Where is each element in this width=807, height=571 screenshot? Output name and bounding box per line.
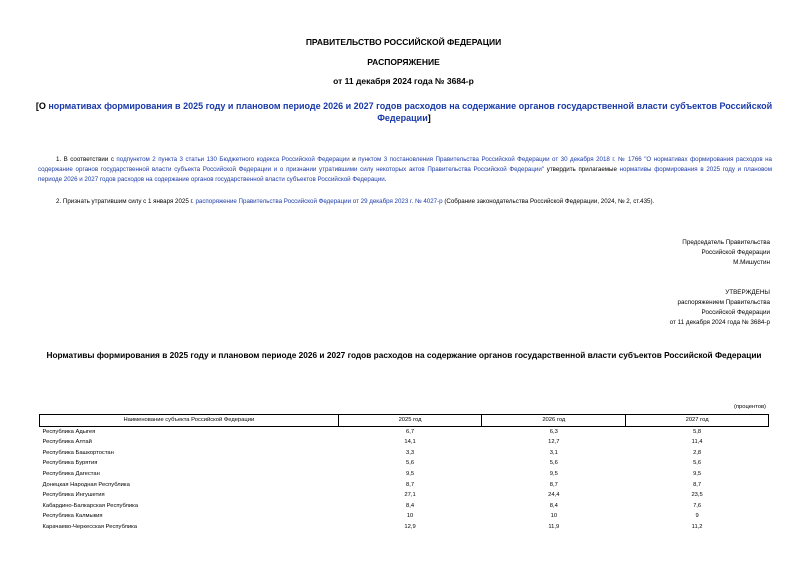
header-region: Наименование субъекта Российской Федерации [40,415,339,427]
row-2026: 12,7 [548,439,560,446]
approval-line-2: распоряжением Правительства [677,299,770,306]
row-region: Республика Калмыкия [42,513,103,520]
row-2026: 24,4 [548,492,560,499]
para1-text-3: утвердить прилагаемые [544,166,620,173]
row-2026: 5,6 [549,460,558,467]
row-2027: 23,5 [691,492,703,499]
row-region: Республика Адыгея [42,428,96,435]
row-2027: 7,6 [693,502,702,509]
row-2027: 9,5 [693,470,702,477]
para1-link-budget-code[interactable]: подпунктом 2 пункта 3 статьи 130 Бюджетного кодекса Российской Федерации [116,156,350,163]
signature-line-2: Российской Федерации [701,249,770,256]
table-unit: (процентов) [733,404,766,410]
header-2026: 2026 год [482,415,626,427]
row-2025: 27,1 [404,492,416,499]
row-2025: 14,1 [404,439,416,446]
para2-link-decree[interactable]: распоряжение Правительства Российской Федерации от 29 декабря 2023 г. № 4027-р [195,198,443,205]
table-row [40,437,769,448]
para1-text-4: . [384,176,387,183]
row-2027: 11,2 [691,523,703,530]
title-open-bracket: [О [35,101,49,111]
table-row [40,480,769,491]
document-title [34,100,774,124]
row-region: Республика Алтай [42,439,92,446]
row-region: Республика Бурятия [42,460,98,467]
row-2026: 10 [550,513,558,520]
header-2027: 2027 год [626,415,769,427]
table-row [40,426,769,437]
table-row [40,511,769,522]
government-name: ПРАВИТЕЛЬСТВО РОССИЙСКОЙ ФЕДЕРАЦИИ [305,37,502,47]
row-2025: 3,3 [406,449,415,456]
approval-block [670,288,770,328]
table-row [40,469,769,480]
row-2027: 9 [695,513,699,520]
row-2026: 6,3 [549,428,558,435]
row-2025: 5,6 [406,460,415,467]
row-2025: 9,5 [406,470,415,477]
row-2027: 5,8 [693,428,702,435]
paragraph-2 [38,197,772,207]
signature-line-3: М.Мишустин [733,259,770,266]
approval-line-1: УТВЕРЖДЕНЫ [725,289,770,296]
row-region: Республика Башкортостан [42,449,114,456]
row-region: Республика Дагестан [42,470,100,477]
table-row [40,522,769,533]
row-2026: 8,7 [549,481,558,488]
norms-table [39,414,769,533]
row-2026: 9,5 [549,470,558,477]
row-2025: 6,7 [406,428,415,435]
row-2027: 11,4 [691,439,703,446]
table-header-row [40,415,769,427]
approval-line-4: от 11 декабря 2024 года № 3684-р [669,319,770,326]
table-row [40,501,769,512]
row-region: Карачаево-Черкесская Республика [42,523,138,530]
title-link[interactable]: нормативах формирования в 2025 году и плановом периоде 2026 и 2027 годов расходов на содержание органов государственной власти субъектов Российской Федерации [48,101,773,123]
document-type: РАСПОРЯЖЕНИЕ [367,57,440,67]
row-2026: 11,9 [548,523,560,530]
row-2025: 8,7 [406,481,415,488]
table-row [40,490,769,501]
signature-line-1: Председатель Правительства [682,239,770,246]
table-row [40,458,769,469]
para2-text-1: 2. Признать утратившим силу с 1 января 2025 г. [56,198,196,205]
approval-line-3: Российской Федерации [701,309,770,316]
row-region: Республика Ингушетия [42,492,105,499]
document-date-number: от 11 декабря 2024 года № 3684-р [333,76,474,86]
row-2026: 8,4 [549,502,558,509]
row-region: Донецкая Народная Республика [42,481,130,488]
row-2025: 8,4 [406,502,415,509]
row-2027: 5,6 [693,460,702,467]
table-row [40,448,769,459]
row-2026: 3,1 [549,449,558,456]
paragraph-1 [38,155,772,185]
row-2025: 10 [406,513,414,520]
signature-block [682,238,770,268]
title-close-bracket: ] [427,113,431,123]
row-2027: 8,7 [693,481,702,488]
row-region: Кабардино-Балкарская Республика [42,502,139,509]
para1-text-1: 1. В соответствии с [56,156,117,163]
para2-text-2: (Собрание законодательства Российской Федерации, 2024, № 2, ст.435). [442,198,655,205]
norms-title: Нормативы формирования в 2025 году и плановом периоде 2026 и 2027 годов расходов на содержание органов государственной власти субъектов Российской Федерации [46,350,762,360]
row-2025: 12,9 [404,523,416,530]
row-2027: 2,8 [693,449,702,456]
para1-link-resolution[interactable]: пунктом 3 постановления Правительства Российской Федерации от 30 декабря 2018 г. № 1766 "О нормативах формирования расходов на содержание органов государственной власти субъекта Российской Федерации и о признании утратившими силу некоторых актов Правительства Российской Федерации" [38,156,772,173]
header-2025: 2025 год [338,415,482,427]
para1-link-norms[interactable]: нормативы формирования в 2025 году и плановом периоде 2026 и 2027 годов расходов на содержание органов государственной власти субъектов Российской Федерации [38,166,772,183]
para1-text-2: и [349,156,359,163]
